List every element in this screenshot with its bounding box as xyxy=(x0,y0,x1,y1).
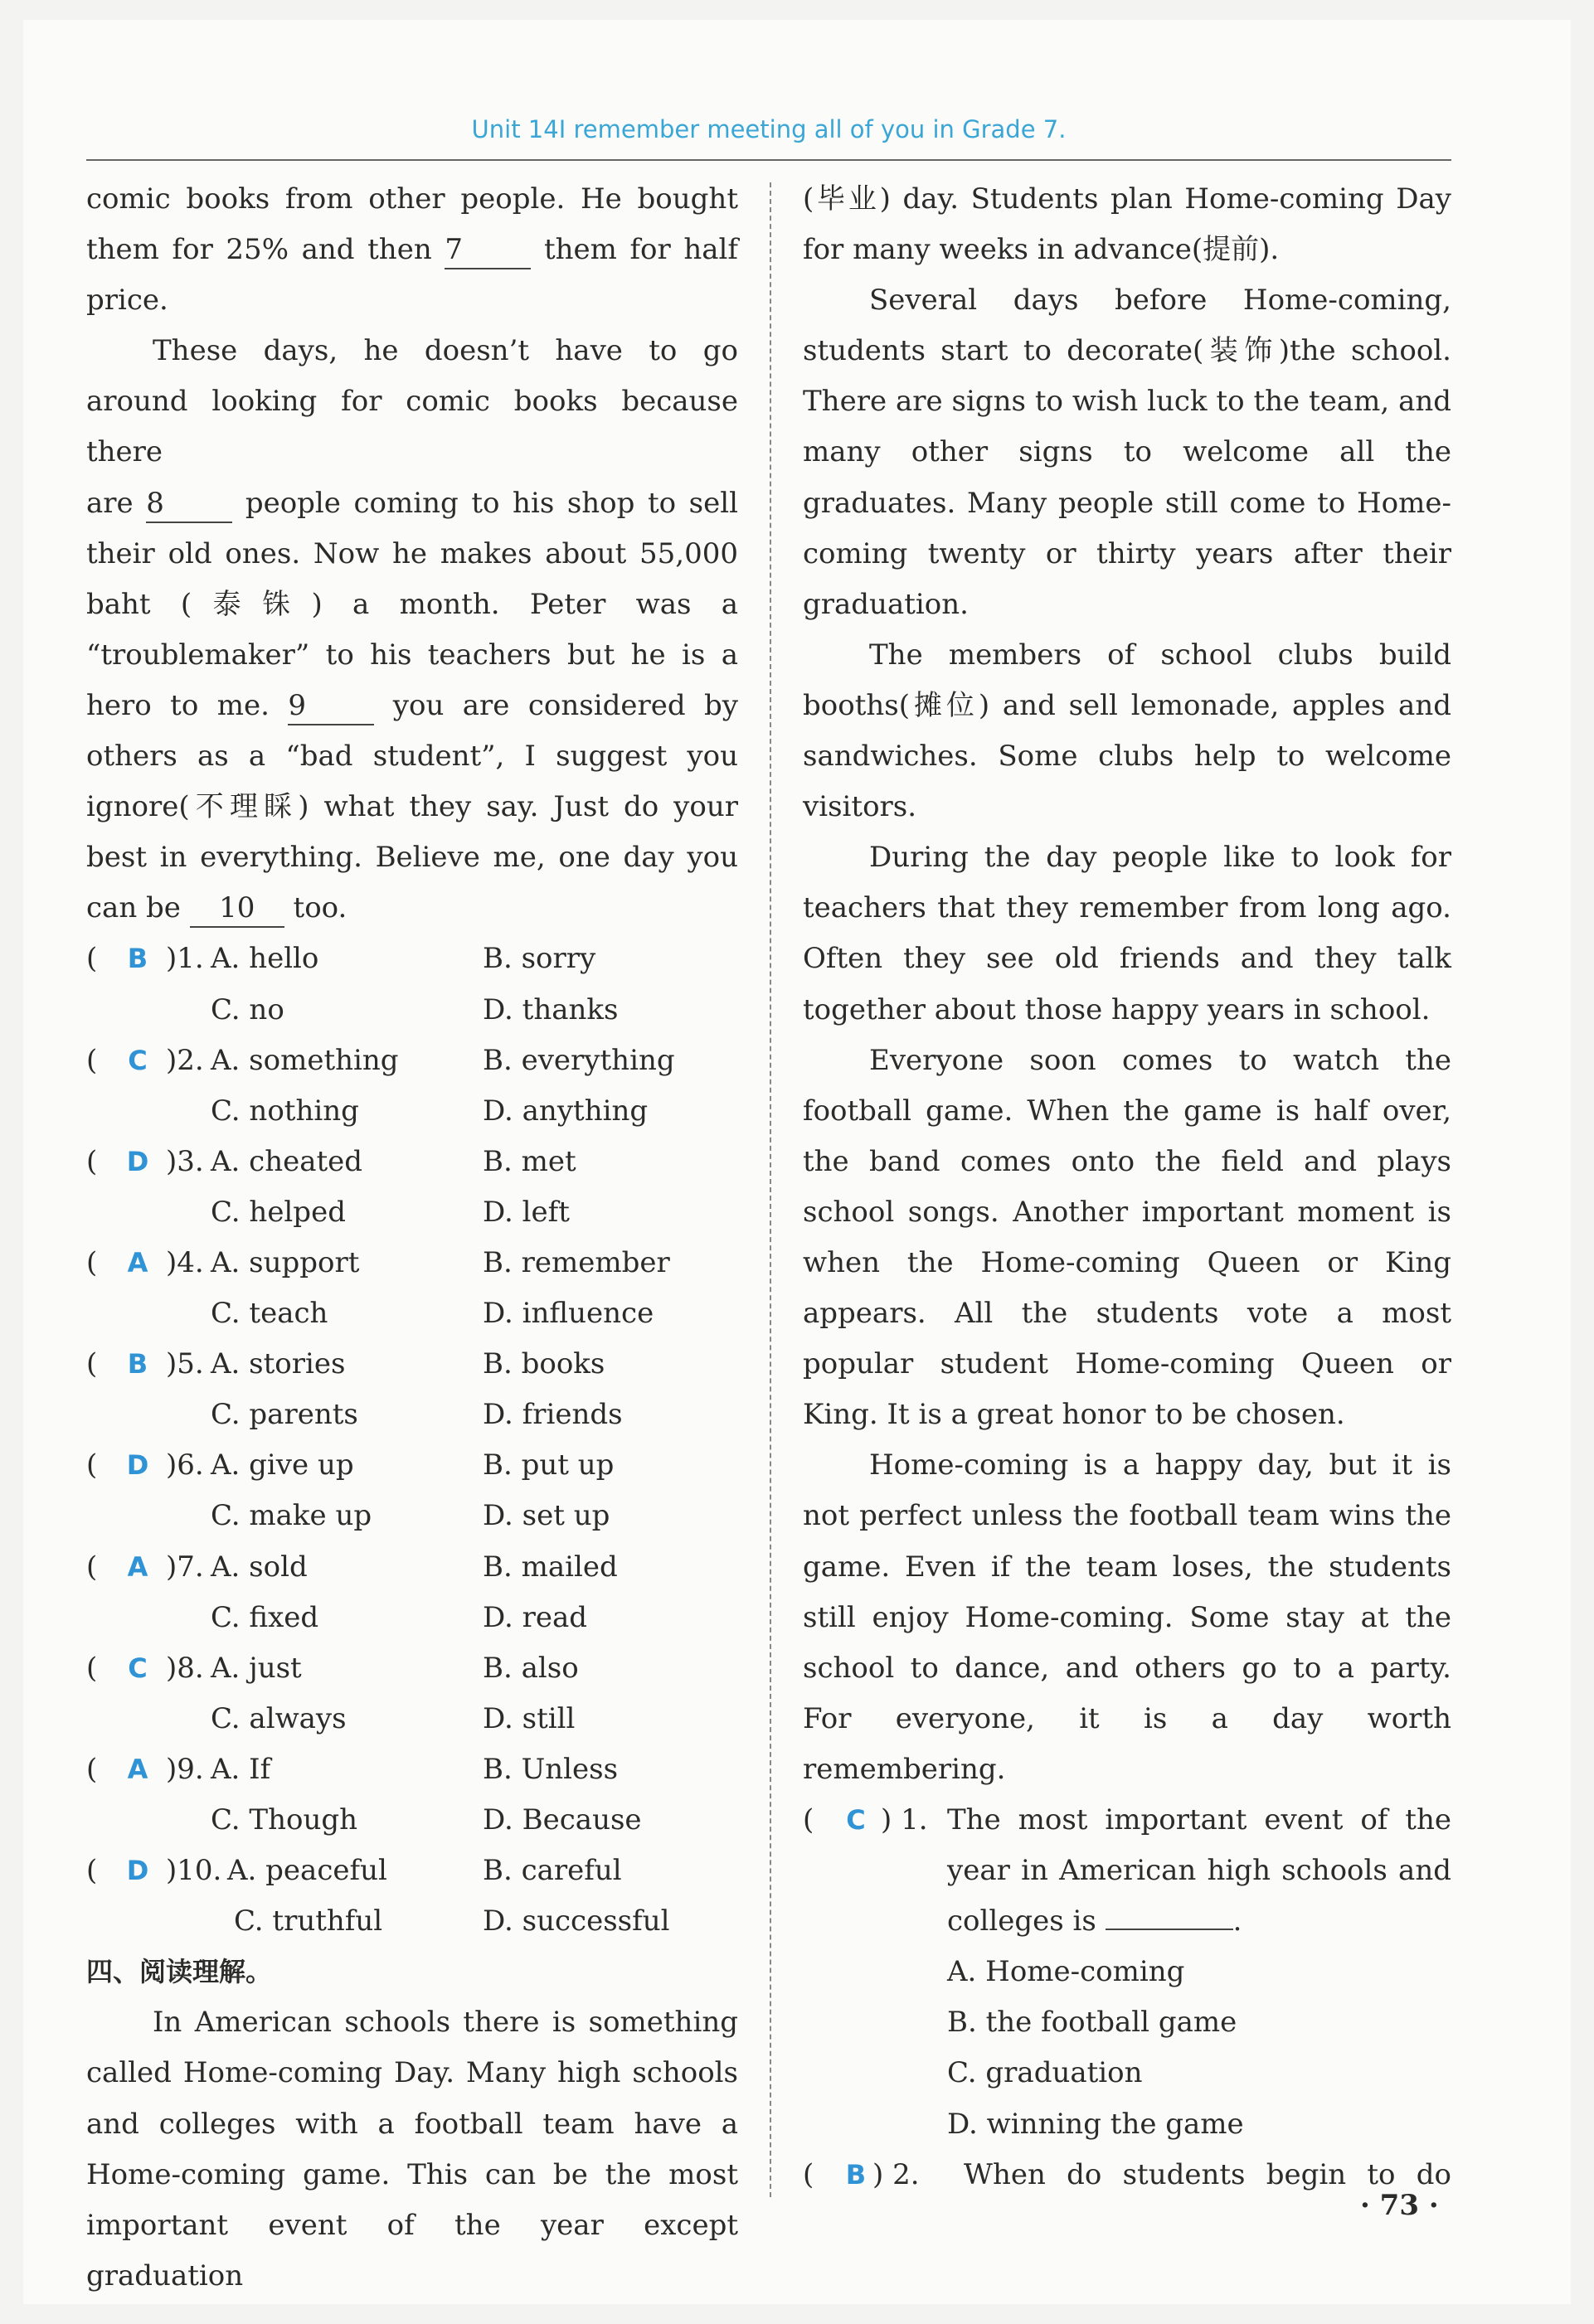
option-c: C. parents xyxy=(211,1398,358,1432)
text-line: remembering. xyxy=(803,1752,1006,1786)
text-line: school to dance, and others go to a party. xyxy=(803,1651,1451,1685)
question-row xyxy=(86,1491,738,1541)
option-b: B. remember xyxy=(483,1245,670,1279)
answer-mark: C xyxy=(128,1044,148,1076)
text-line: Everyone soon comes to watch the xyxy=(869,1043,1451,1077)
option-d: D. winning the game xyxy=(947,2107,1244,2141)
option-c: C. Though xyxy=(211,1803,358,1836)
answer-mark: D xyxy=(126,1855,149,1887)
text-line: game. Even if the team loses, the students xyxy=(803,1550,1451,1584)
option-a: A. If xyxy=(211,1752,271,1786)
option-c: C. make up xyxy=(211,1499,372,1533)
text-line: visitors. xyxy=(803,790,917,824)
text-line: called Home-coming Day. Many high schools xyxy=(86,2056,738,2090)
text-line: During the day people like to look for xyxy=(869,841,1451,875)
page-number: · 73 · xyxy=(1360,2189,1439,2222)
text-line: Several days before Home-coming, xyxy=(869,284,1451,318)
text-line: coming twenty or thirty years after their xyxy=(803,536,1451,570)
text-line: important event of the year except graduation xyxy=(86,2208,738,2292)
question-row: ( D )6. A. give up B. put up xyxy=(86,1440,738,1491)
text-line: together about those happy years in school. xyxy=(803,992,1431,1026)
section-title: 四、阅读理解。 xyxy=(86,1956,273,1988)
page-header xyxy=(86,104,1451,161)
question-row xyxy=(86,1795,738,1846)
option-c: C. graduation xyxy=(947,2056,1143,2090)
option-c: C. teach xyxy=(211,1297,328,1331)
text-line: when the Home-coming Queen or King xyxy=(803,1245,1451,1279)
text-line: hero to me. 9 you are considered by xyxy=(86,681,738,731)
text-line: school songs. Another important moment is xyxy=(803,1195,1451,1229)
option-c: C. truthful xyxy=(234,1904,383,1938)
option-b: B. sorry xyxy=(483,942,596,976)
text-line: appears. All the students vote a most xyxy=(803,1297,1451,1331)
option-a: A. sold xyxy=(211,1550,308,1584)
option-b: B. the football game xyxy=(947,2006,1237,2040)
question-row: ( C )2. A. something B. everything xyxy=(86,1036,738,1086)
answer-mark: C xyxy=(128,1652,148,1684)
option-a: A. peaceful xyxy=(227,1854,387,1888)
text-line: graduation. xyxy=(803,587,969,621)
text-line: football game. When the game is half over, xyxy=(803,1094,1451,1128)
header-unit: Unit 14 xyxy=(471,115,559,143)
option-b: B. careful xyxy=(483,1854,622,1888)
question-stem: year in American high schools and xyxy=(947,1854,1451,1888)
option-b: B. met xyxy=(483,1144,576,1178)
question-row: ( B )5. A. stories B. books xyxy=(86,1339,738,1390)
text-line: the band comes onto the field and plays xyxy=(803,1144,1451,1178)
option-c: C. nothing xyxy=(211,1094,359,1128)
text-line: The members of school clubs build xyxy=(869,638,1451,672)
text-line: best in everything. Believe me, one day you xyxy=(86,841,738,875)
option-d: D. thanks xyxy=(483,992,619,1026)
text-line: comic books from other people. He bought xyxy=(86,182,738,216)
option-d: D. set up xyxy=(483,1499,610,1533)
question-row: ( D )3. A. cheated B. met xyxy=(86,1137,738,1187)
blank-9: 9 xyxy=(288,687,374,725)
option-d: D. influence xyxy=(483,1297,654,1331)
column-divider xyxy=(770,182,771,2197)
text-line: their old ones. Now he makes about 55,000 xyxy=(86,536,738,570)
answer-mark: A xyxy=(127,1246,148,1278)
text-line: others as a “bad student”, I suggest you xyxy=(86,740,738,774)
text-line: booths(摊位) and sell lemonade, apples and xyxy=(803,688,1451,722)
answer-mark: D xyxy=(126,1145,149,1177)
answer-blank xyxy=(1106,1929,1233,1930)
answer-mark: B xyxy=(127,1348,148,1380)
header-title: I remember meeting all of you in Grade 7. xyxy=(558,115,1067,143)
option-d: D. Because xyxy=(483,1803,642,1836)
text-line: and colleges with a football team have a xyxy=(86,2107,738,2141)
answer-mark: D xyxy=(126,1449,149,1482)
text-line: many other signs to welcome all the xyxy=(803,435,1451,469)
text-line: for many weeks in advance(提前). xyxy=(803,233,1280,267)
option-c: C. fixed xyxy=(211,1600,319,1634)
answer-mark: B xyxy=(845,2158,867,2191)
question-row: ( A )9. A. If B. Unless xyxy=(86,1744,738,1795)
option-a: A. stories xyxy=(211,1347,346,1381)
question-stem: When do students begin to do xyxy=(964,2157,1451,2191)
text-line: around looking for comic books because there xyxy=(86,385,738,469)
text-line: baht (泰铢) a month. Peter was a xyxy=(86,587,738,621)
text-line: price. xyxy=(86,284,168,318)
question-stem: colleges is . xyxy=(947,1904,1242,1938)
right-column xyxy=(803,174,1451,2200)
text-line: students start to decorate(装饰)the school. xyxy=(803,334,1451,368)
answer-mark: B xyxy=(127,943,148,975)
option-b: B. also xyxy=(483,1651,579,1685)
text-line: sandwiches. Some clubs help to welcome xyxy=(803,740,1451,774)
blank-10: 10 xyxy=(190,890,284,928)
option-a: A. cheated xyxy=(211,1144,363,1178)
question-row xyxy=(86,1288,738,1339)
question-row xyxy=(86,1694,738,1744)
option-a: A. Home-coming xyxy=(947,1955,1185,1989)
text-line: Often they see old friends and they talk xyxy=(803,942,1451,976)
option-c: C. no xyxy=(211,992,284,1026)
question-row: ( A )4. A. support B. remember xyxy=(86,1238,738,1288)
question-row xyxy=(86,1187,738,1238)
text-line: are 8 people coming to his shop to sell xyxy=(86,478,738,529)
question-row xyxy=(86,1390,738,1440)
answer-mark: A xyxy=(127,1753,148,1785)
question-row: ( C )8. A. just B. also xyxy=(86,1643,738,1694)
option-b: B. put up xyxy=(483,1448,615,1482)
option-b: B. books xyxy=(483,1347,605,1381)
option-a: A. something xyxy=(211,1043,399,1077)
question-row: ( A )7. A. sold B. mailed xyxy=(86,1542,738,1593)
text-line: King. It is a great honor to be chosen. xyxy=(803,1398,1345,1432)
text-line: them for 25% and then 7 them for half xyxy=(86,225,738,275)
option-d: D. anything xyxy=(483,1094,649,1128)
question-row: ( B )1. A. hello B. sorry xyxy=(86,934,738,984)
question-row: ( D )10. A. peaceful B. careful xyxy=(86,1846,738,1896)
answer-mark: A xyxy=(127,1550,148,1583)
text-line: teachers that they remember from long ago. xyxy=(803,891,1451,925)
question-row xyxy=(86,1593,738,1643)
blank-8: 8 xyxy=(146,485,232,523)
question-row xyxy=(86,985,738,1036)
option-c: C. always xyxy=(211,1701,347,1735)
text-line: ignore(不理睬) what they say. Just do your xyxy=(86,790,738,824)
text-line: can be 10 too. xyxy=(86,883,738,934)
option-b: B. everything xyxy=(483,1043,675,1077)
text-line: Home-coming is a happy day, but it is xyxy=(869,1448,1451,1482)
option-d: D. left xyxy=(483,1195,570,1229)
option-a: A. support xyxy=(211,1245,360,1279)
question-row xyxy=(86,1086,738,1137)
option-b: B. mailed xyxy=(483,1550,618,1584)
text-line: In American schools there is something xyxy=(153,2006,738,2040)
text-line: popular student Home-coming Queen or xyxy=(803,1347,1451,1381)
option-a: A. just xyxy=(211,1651,302,1685)
reading-question-2: ( B ) 2. When do students begin to do xyxy=(803,2150,1451,2200)
answer-mark: C xyxy=(846,1804,866,1836)
option-d: D. read xyxy=(483,1600,588,1634)
text-line: Home-coming game. This can be the most xyxy=(86,2157,738,2191)
option-d: D. friends xyxy=(483,1398,623,1432)
text-line: “troublemaker” to his teachers but he is a xyxy=(86,638,738,672)
option-d: D. successful xyxy=(483,1904,670,1938)
question-stem: The most important event of the xyxy=(947,1803,1451,1836)
option-a: A. hello xyxy=(211,942,319,976)
text-line: still enjoy Home-coming. Some stay at the xyxy=(803,1600,1451,1634)
text-line: graduates. Many people still come to Home- xyxy=(803,486,1451,520)
text-line: (毕业) day. Students plan Home-coming Day xyxy=(803,182,1451,216)
text-line: There are signs to wish luck to the team, and xyxy=(803,385,1451,419)
text-line: These days, he doesn’t have to go xyxy=(153,334,738,368)
question-row xyxy=(86,1896,738,1947)
reading-question-1: ( C ) 1. The most important event of the year in American high schools and colleges is . A. Home-coming B. the football game C. graduation D. winning the game xyxy=(803,1795,1451,2150)
option-d: D. still xyxy=(483,1701,576,1735)
option-b: B. Unless xyxy=(483,1752,619,1786)
blank-7: 7 xyxy=(445,231,531,269)
text-line: not perfect unless the football team wins the xyxy=(803,1499,1451,1533)
left-column xyxy=(86,174,738,2302)
option-c: C. helped xyxy=(211,1195,346,1229)
option-a: A. give up xyxy=(211,1448,354,1482)
text-line: For everyone, it is a day worth xyxy=(803,1701,1451,1735)
